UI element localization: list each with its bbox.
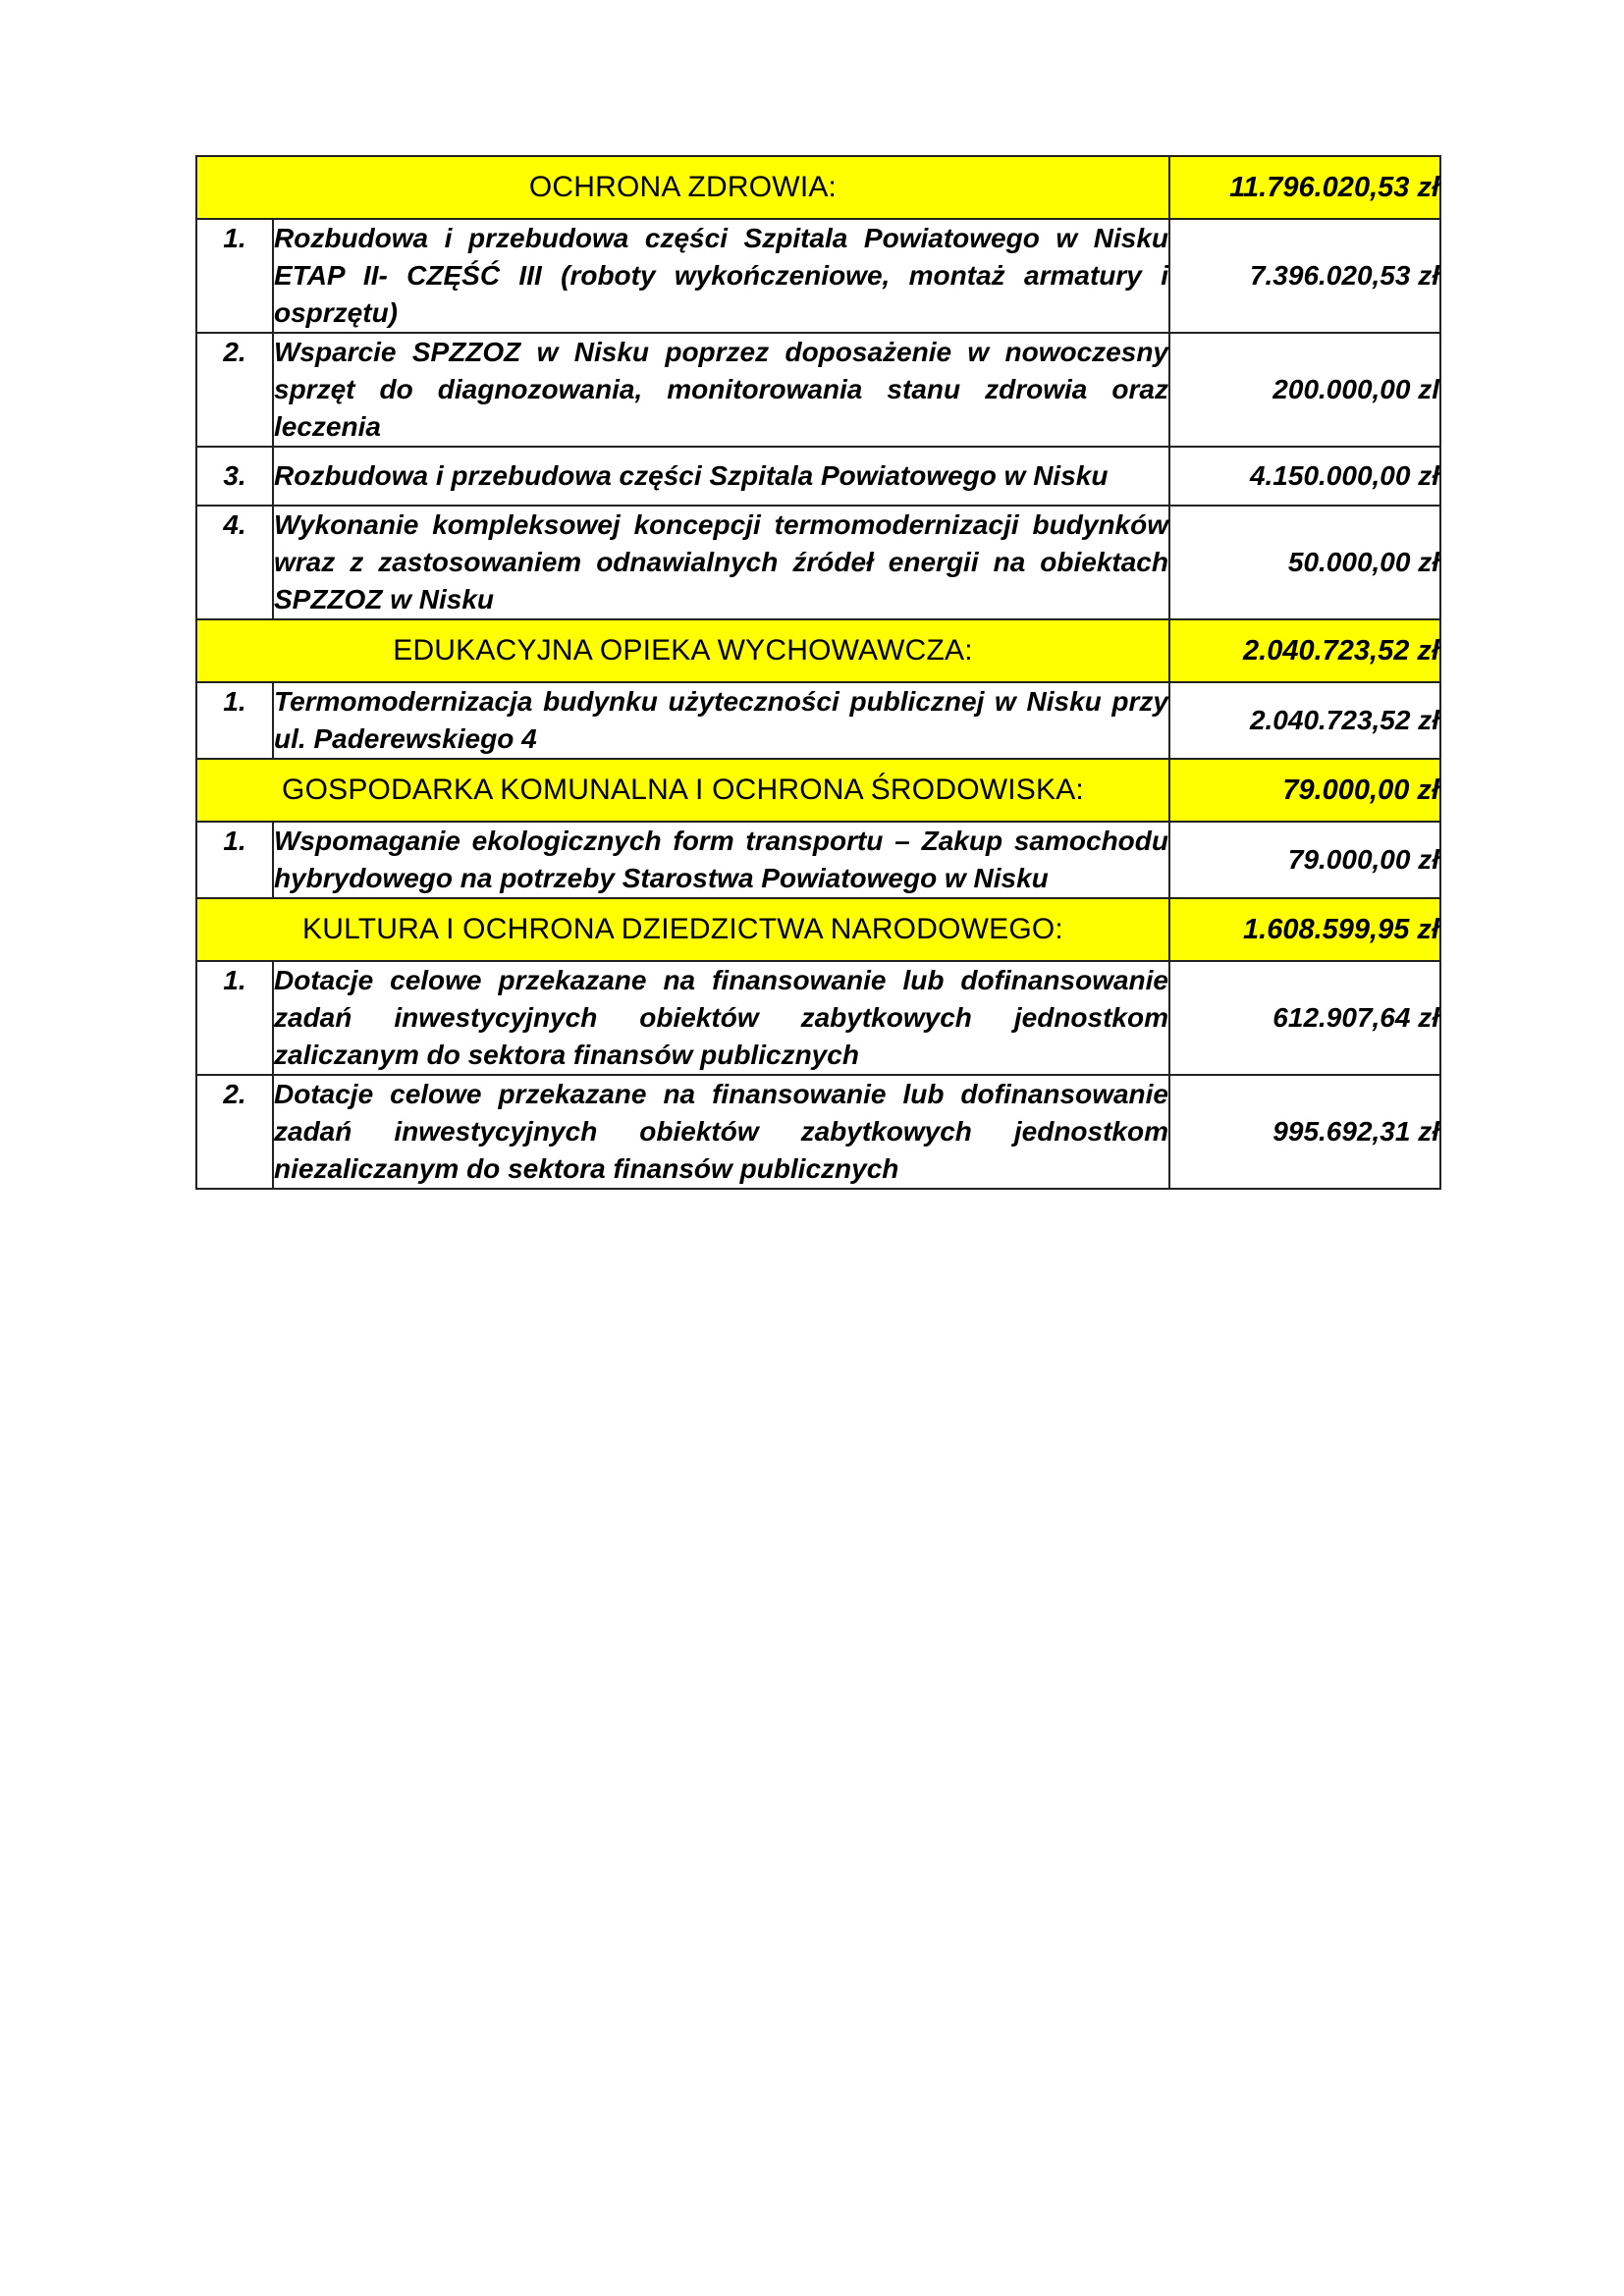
- item-number: 1.: [196, 961, 273, 1075]
- section-header-row: [196, 619, 1440, 682]
- table-row: [196, 822, 1440, 898]
- table-row: [196, 219, 1440, 333]
- section-total: 2.040.723,52 zł: [1169, 619, 1440, 682]
- item-description: Termomodernizacja budynku użyteczności publicznej w Nisku przy ul. Paderewskiego 4: [273, 682, 1169, 759]
- item-amount: 7.396.020,53 zł: [1169, 219, 1440, 333]
- table-row: [196, 506, 1440, 619]
- item-number: 1.: [196, 219, 273, 333]
- section-title: EDUKACYJNA OPIEKA WYCHOWAWCZA:: [196, 619, 1169, 682]
- item-amount: 200.000,00 zl: [1169, 333, 1440, 447]
- item-number: 1.: [196, 682, 273, 759]
- table-row: [196, 961, 1440, 1075]
- item-description: Rozbudowa i przebudowa części Szpitala Powiatowego w Nisku: [273, 447, 1169, 506]
- item-amount: 612.907,64 zł: [1169, 961, 1440, 1075]
- table-row: [196, 682, 1440, 759]
- item-number: 3.: [196, 447, 273, 506]
- section-title: OCHRONA ZDROWIA:: [196, 156, 1169, 219]
- item-amount: 50.000,00 zł: [1169, 506, 1440, 619]
- section-header-row: [196, 156, 1440, 219]
- section-title: KULTURA I OCHRONA DZIEDZICTWA NARODOWEGO:: [196, 898, 1169, 961]
- item-amount: 4.150.000,00 zł: [1169, 447, 1440, 506]
- item-number: 4.: [196, 506, 273, 619]
- item-description: Dotacje celowe przekazane na finansowanie lub dofinansowanie zadań inwestycyjnych obiektów zabytkowych jednostkom zaliczanym do sektora finansów publicznych: [273, 961, 1169, 1075]
- item-amount: 995.692,31 zł: [1169, 1075, 1440, 1189]
- section-total: 1.608.599,95 zł: [1169, 898, 1440, 961]
- item-amount: 79.000,00 zł: [1169, 822, 1440, 898]
- section-total: 79.000,00 zł: [1169, 759, 1440, 822]
- item-description: Wykonanie kompleksowej koncepcji termomodernizacji budynków wraz z zastosowaniem odnawialnych źródeł energii na obiektach SPZZOZ w Nisku: [273, 506, 1169, 619]
- item-number: 1.: [196, 822, 273, 898]
- item-amount: 2.040.723,52 zł: [1169, 682, 1440, 759]
- table-row: [196, 333, 1440, 447]
- section-header-row: [196, 898, 1440, 961]
- section-title: GOSPODARKA KOMUNALNA I OCHRONA ŚRODOWISKA:: [196, 759, 1169, 822]
- item-description: Wsparcie SPZZOZ w Nisku poprzez doposażenie w nowoczesny sprzęt do diagnozowania, monitorowania stanu zdrowia oraz leczenia: [273, 333, 1169, 447]
- budget-table: [195, 155, 1441, 1190]
- section-header-row: [196, 759, 1440, 822]
- section-total: 11.796.020,53 zł: [1169, 156, 1440, 219]
- item-description: Rozbudowa i przebudowa części Szpitala Powiatowego w Nisku ETAP II- CZĘŚĆ III (roboty wykończeniowe, montaż armatury i osprzętu): [273, 219, 1169, 333]
- item-description: Wspomaganie ekologicznych form transportu – Zakup samochodu hybrydowego na potrzeby Starostwa Powiatowego w Nisku: [273, 822, 1169, 898]
- item-number: 2.: [196, 333, 273, 447]
- item-description: Dotacje celowe przekazane na finansowanie lub dofinansowanie zadań inwestycyjnych obiektów zabytkowych jednostkom niezaliczanym do sektora finansów publicznych: [273, 1075, 1169, 1189]
- item-number: 2.: [196, 1075, 273, 1189]
- table-row: [196, 447, 1440, 506]
- table-row: [196, 1075, 1440, 1189]
